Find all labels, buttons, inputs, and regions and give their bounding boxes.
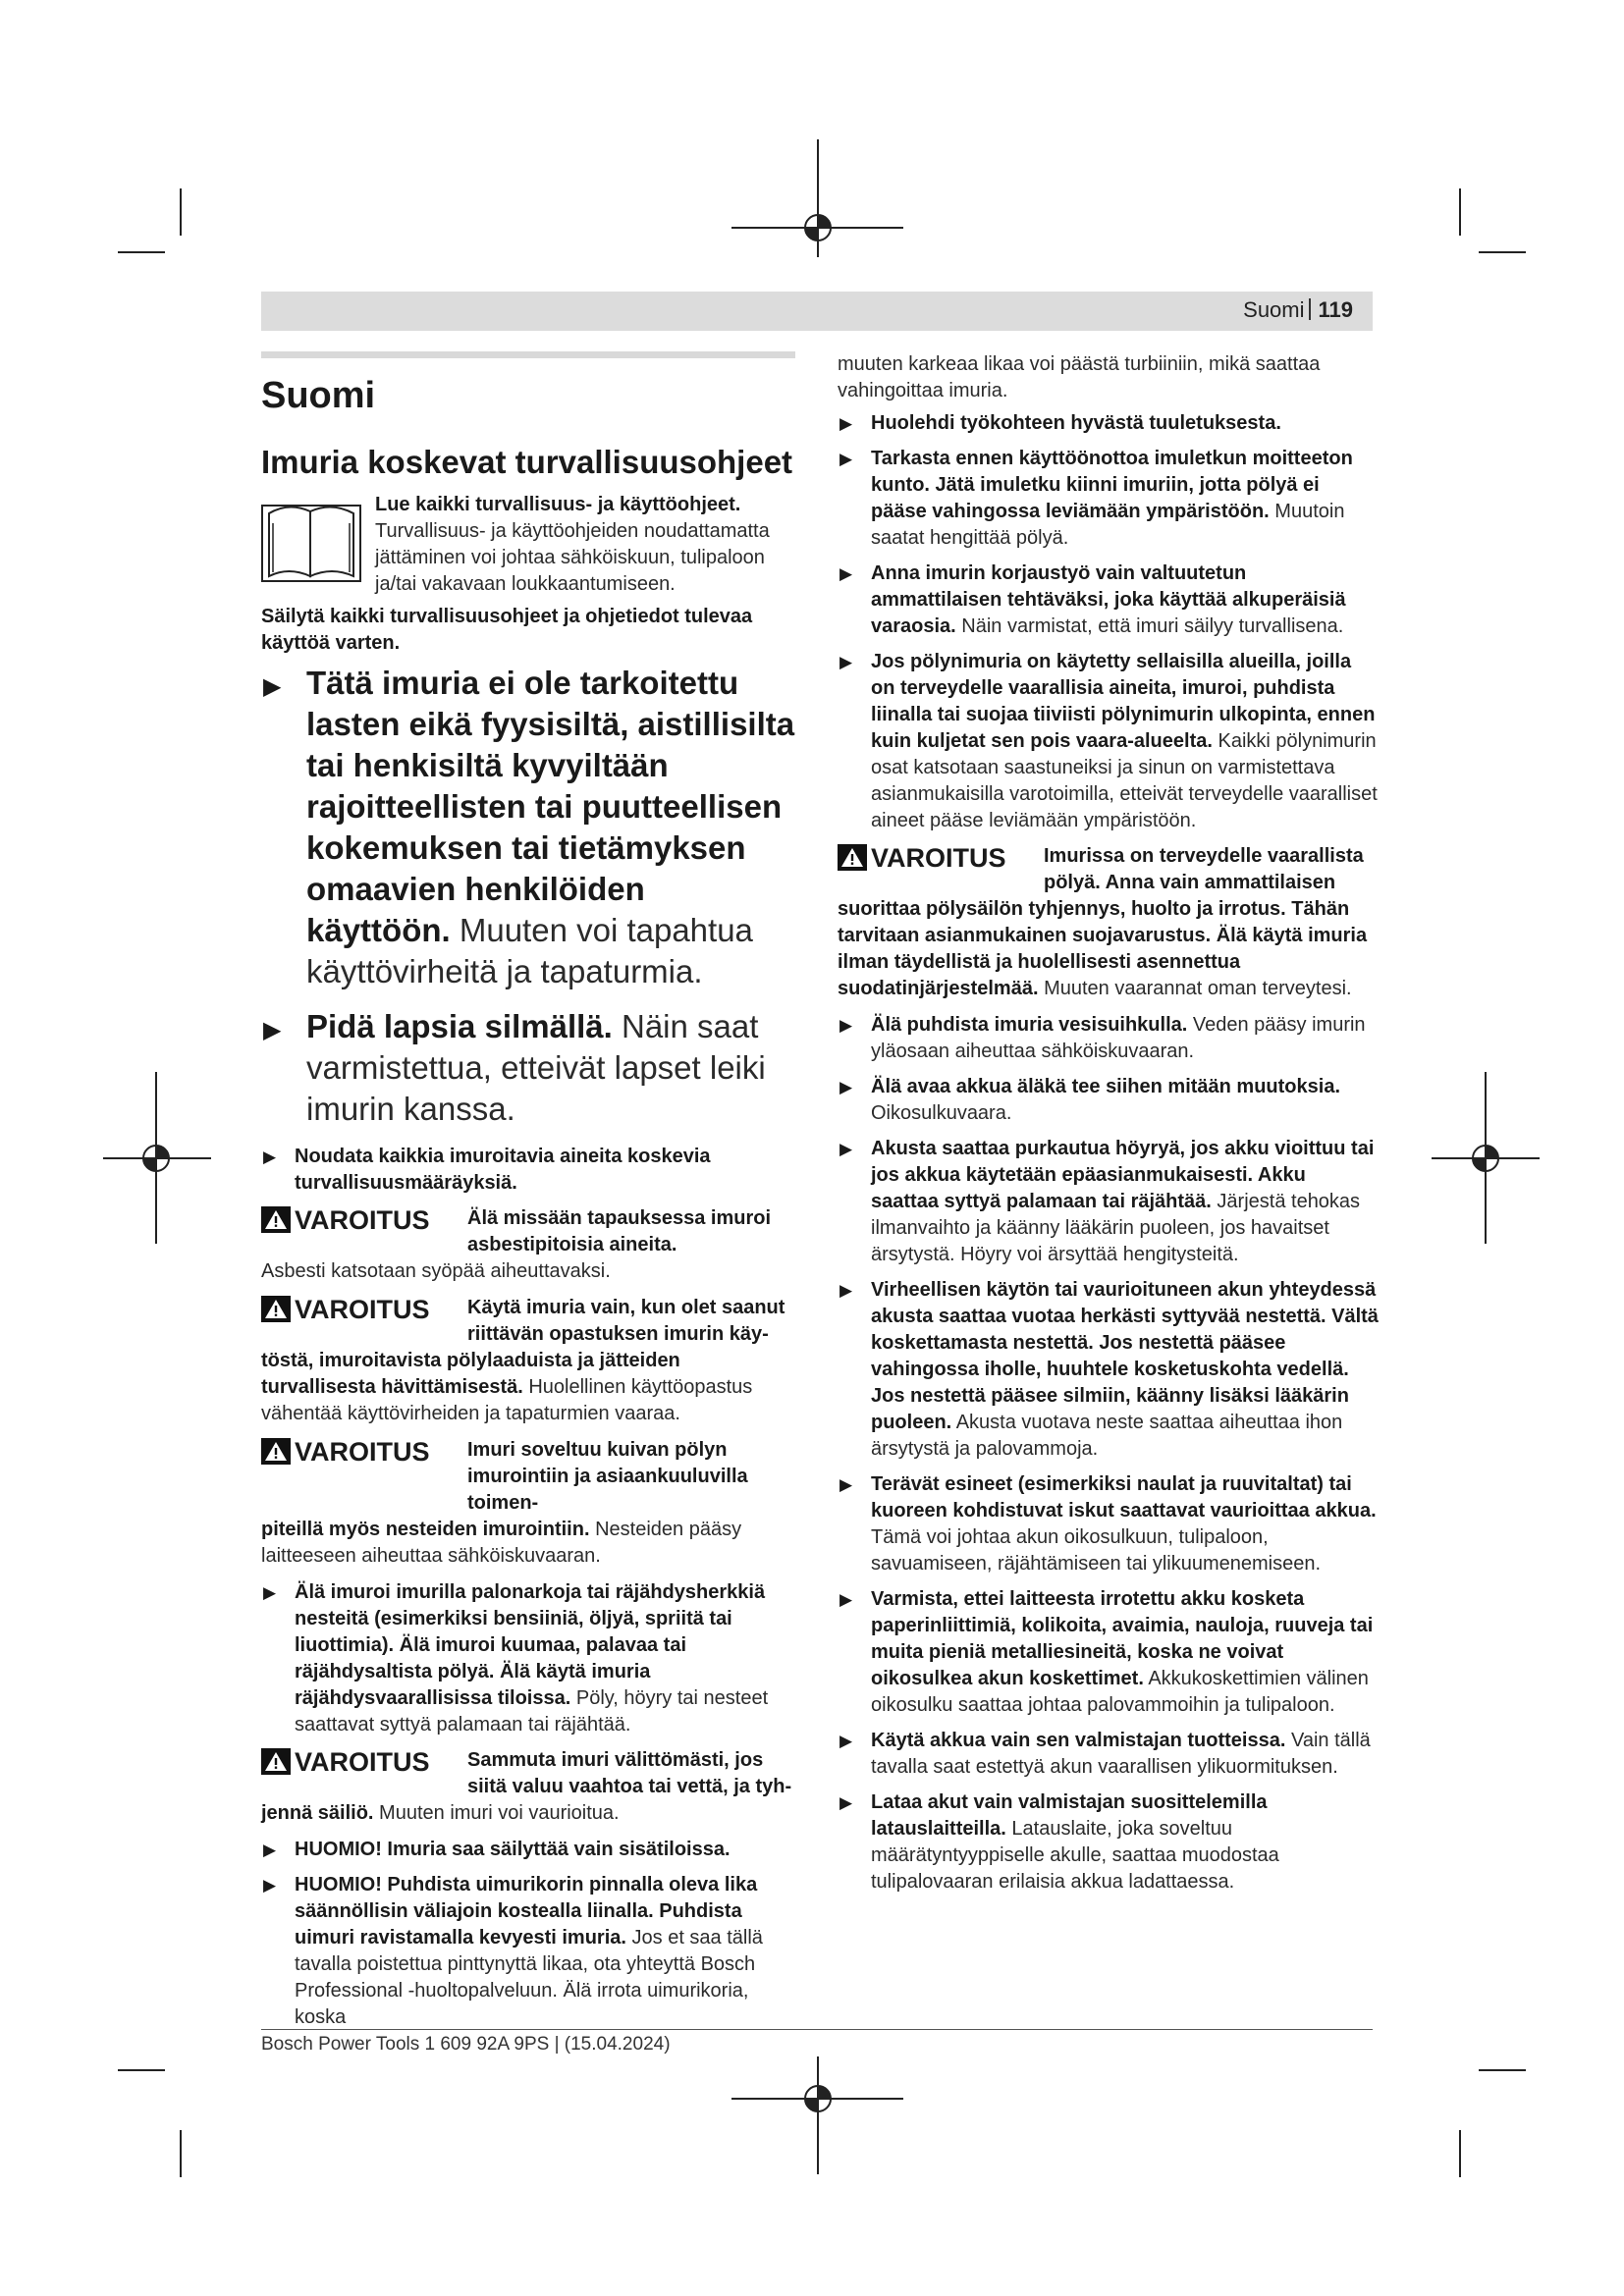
registration-mark-bottom <box>801 2082 835 2115</box>
header-section: Suomi <box>1243 297 1305 322</box>
bullet-arrow-icon: ▶ <box>263 1017 282 1043</box>
section-title: Imuria koskevat turvallisuusohjeet <box>261 444 793 480</box>
right-column <box>838 351 1379 1904</box>
bullet-arrow-icon: ▶ <box>839 450 853 468</box>
keep-note: Säilytä kaikki turvallisuusohjeet ja ohjetiedot tulevaa käyttöä varten. <box>261 606 753 654</box>
list-item: ▶ Akusta saattaa purkautua höyryä, jos akku vioittuu tai jos akkua käytetään epäasianmukaisesti. Akku saattaa syttyä palamaan tai räjähtää. Järjestä tehokas ilmanvaihto ja käänny lääkärin puoleen, jos havaitset ärsytystä. Höyry voi ärsyttää hengitysteitä. <box>839 1138 1375 1265</box>
bullet-arrow-icon: ▶ <box>263 673 282 700</box>
intro-block <box>261 492 795 598</box>
page-header <box>261 292 1373 331</box>
list-item: ▶ Tätä imuria ei ole tarkoitettu lasten eikä fyysisiltä, aistillisilta tai henkisiltä kyvyiltään rajoitteellisten tai puutteellisen kokemuksen tai tietämyksen omaavien henkilöiden käyttöön. Muuten voi tapahtua käyttövirheitä ja tapaturmia. <box>263 665 795 989</box>
intro-text: Turvallisuus- ja käyttöohjeiden noudattamatta jättäminen voi johtaa sähköiskuun, tulipaloon ja/tai vakavaan loukkaantumiseen. <box>375 520 770 595</box>
list-item: ▶ Älä imuroi imurilla palonarkoja tai räjähdysherkkiä nesteitä (esimerkiksi bensiiniä, öljyä, spriitä tai liuottimia). Älä imuroi kuumaa, palavaa tai räjähdysaltista pölyä. Älä käytä imuria räjähdysvaarallisissa tiloissa. Pöly, höyry tai nesteet saattavat syttyä palamaan tai räjähtää. <box>263 1581 769 1735</box>
warning-block: VAROITUS Käytä imuria vain, kun olet saanut riittävän opastuksen imurin käy- töstä, imuroitavista pölylaaduista ja jätteiden turvallisesta hävittämisestä. Huolellinen käyttöopastus vähentää käyttövirheiden ja tapaturmien vaaraa. <box>261 1295 785 1424</box>
list-item: ▶ Anna imurin korjaustyö vain valtuutetun ammattilaisen tehtäväksi, joka käyttää alkuperäisiä varaosia. Näin varmistat, että imuri säilyy turvallisena. <box>839 562 1346 637</box>
list-item: ▶ Käytä akkua vain sen valmistajan tuotteissa. Vain tällä tavalla saat estettyä akun vaarallisen ylikuormituksen. <box>839 1730 1371 1778</box>
list-item: ▶ Älä avaa akkua äläkä tee siihen mitään muutoksia. Oikosulkuvaara. <box>839 1076 1341 1124</box>
list-item: ▶ Pidä lapsia silmällä. Näin saat varmistettua, etteivät lapset leiki imurin kanssa. <box>263 1008 766 1127</box>
page-footer: Bosch Power Tools 1 609 92A 9PS | (15.04.2024) <box>261 2034 671 2055</box>
warning-label: VAROITUS <box>261 1437 467 1517</box>
bullet-arrow-icon: ▶ <box>263 1841 277 1859</box>
warning-triangle-icon <box>261 1438 291 1465</box>
bullet-arrow-icon: ▶ <box>839 653 853 671</box>
list-item: ▶ Tarkasta ennen käyttöönottoa imuletkun moitteeton kunto. Jätä imuletku kiinni imuriin, jotta pölyä ei pääse vahingossa leviämään ympäristöön. Muutoin saatat hengittää pölyä. <box>839 448 1353 549</box>
warning-triangle-icon <box>261 1748 291 1775</box>
bullet-arrow-icon: ▶ <box>839 1475 853 1494</box>
bullet-arrow-icon: ▶ <box>839 1732 853 1750</box>
registration-mark-left <box>139 1142 173 1175</box>
page-number: 119 <box>1318 297 1353 322</box>
list-item: ▶ HUOMIO! Imuria saa säilyttää vain sisätiloissa. <box>261 1837 795 1863</box>
manual-book-icon <box>261 494 361 582</box>
list-item: ▶ Huolehdi työkohteen hyvästä tuuletuksesta. <box>838 410 1379 437</box>
registration-mark-right <box>1469 1142 1502 1175</box>
warning-block: VAROITUS Älä missään tapauksessa imuroi asbestipitoisia aineita. Asbesti katsotaan syöpää aiheuttavaksi. <box>261 1205 772 1282</box>
bullet-arrow-icon: ▶ <box>839 1793 853 1812</box>
bullet-arrow-icon: ▶ <box>839 1078 853 1096</box>
warning-triangle-icon <box>261 1206 291 1233</box>
bullet-arrow-icon: ▶ <box>263 1583 277 1602</box>
bullet-arrow-icon: ▶ <box>839 564 853 583</box>
list-item: ▶ Noudata kaikkia imuroitavia aineita koskevia turvallisuusmääräyksiä. <box>263 1146 711 1194</box>
list-item: ▶ HUOMIO! Puhdista uimurikorin pinnalla oleva lika säännöllisin väliajoin kostealla liinalla. Puhdista uimuri ravistamalla kevyesti imuria. Jos et saa tällä tavalla poistettua pinttynyttä likaa, ota yhteyttä Bosch Professional -huoltopalveluun. Älä irrota uimurikoria, koska <box>263 1874 763 2028</box>
bullet-arrow-icon: ▶ <box>839 1590 853 1609</box>
intro-bold: Lue kaikki turvallisuus- ja käyttöohjeet. <box>375 494 741 515</box>
list-item: ▶ Varmista, ettei laitteesta irrotettu akku kosketa paperinliittimiä, kolikoita, avaimia, nauloja, ruuveja tai muita pieniä metalliesineitä, koska ne voivat oikosulkea akun koskettimet. Akkukoskettimien välinen oikosulku saattaa johtaa palovammoihin ja tulipaloon. <box>839 1588 1374 1716</box>
warning-label: VAROITUS <box>261 1205 467 1258</box>
warning-label: VAROITUS <box>261 1295 467 1348</box>
list-item: ▶ Virheellisen käytön tai vaurioituneen akun yhteydessä akusta saattaa vuotaa herkästi syttyvää nestettä. Vältä koskettamasta nestettä. Jos nestettä pääsee vahingossa iholle, huuhtele kosketuskohta vedellä. Jos nestettä pääsee silmiin, käänny lisäksi lääkärin puoleen. Akusta vuotava neste saattaa aiheuttaa ihon ärsytystä ja palovammoja. <box>839 1279 1379 1460</box>
left-column <box>261 351 795 2040</box>
list-item: ▶ Älä puhdista imuria vesisuihkulla. Veden pääsy imurin yläosaan aiheuttaa sähköiskuvaaran. <box>839 1014 1366 1062</box>
bullet-arrow-icon: ▶ <box>263 1876 277 1895</box>
warning-block: VAROITUS Imurissa on terveydelle vaarallista pölyä. Anna vain ammattilaisen suorittaa pölysäilön tyhjennys, huolto ja irrotus. Tähän tarvitaan asianmukainen suojavarustus. Älä käytä imuria ilman täydellistä ja huolellisesti asennettua suodatinjärjestelmää. Muuten vaarannat oman terveytesi. <box>838 843 1368 999</box>
bullet-arrow-icon: ▶ <box>839 1016 853 1035</box>
footer-rule <box>261 2029 1373 2030</box>
page-title: Suomi <box>261 375 376 416</box>
warning-label: VAROITUS <box>838 843 1044 896</box>
bullet-arrow-icon: ▶ <box>263 1148 277 1166</box>
continued-text: muuten karkeaa likaa voi päästä turbiiniin, mikä saattaa vahingoittaa imuria. <box>838 353 1321 401</box>
bullet-arrow-icon: ▶ <box>839 414 853 433</box>
header-divider <box>1309 298 1311 320</box>
title-rule <box>261 351 795 358</box>
registration-mark-top <box>801 211 835 244</box>
list-item: ▶ Lataa akut vain valmistajan suosittelemilla latauslaitteilla. Latauslaite, joka soveltuu määrätyntyyppiselle akulle, saattaa muodostaa tulipalovaaran erilaisia akkua ladattaessa. <box>839 1791 1279 1893</box>
bullet-arrow-icon: ▶ <box>839 1281 853 1300</box>
warning-triangle-icon <box>261 1296 291 1322</box>
warning-triangle-icon <box>838 844 867 871</box>
warning-block: VAROITUS Sammuta imuri välittömästi, jos siitä valuu vaahtoa tai vettä, ja tyh- jennä säiliö. Muuten imuri voi vaurioitua. <box>261 1747 792 1824</box>
list-item: ▶ Terävät esineet (esimerkiksi naulat ja ruuvitaltat) tai kuoreen kohdistuvat iskut saattavat vaurioittaa akkua. Tämä voi johtaa akun oikosulkuun, tulipaloon, savuamiseen, räjähtämiseen tai ylikuumenemiseen. <box>839 1473 1377 1575</box>
list-item: ▶ Jos pölynimuria on käytetty sellaisilla alueilla, joilla on terveydelle vaarallisia aineita, imuroi, puhdista liinalla tai suojaa tiiviisti pölynimurin ulkopinta, ennen kuin kuljetat sen pois vaara-alueelta. Kaikki pölynimurin osat katsotaan saastuneiksi ja sinun on varmistettava asianmukaisilla varotoimilla, etteivät terveydelle vaaralliset aineet pääse leviämään ympäristöön. <box>839 651 1378 831</box>
warning-label: VAROITUS <box>261 1747 467 1800</box>
bullet-arrow-icon: ▶ <box>839 1140 853 1158</box>
warning-block: VAROITUS Imuri soveltuu kuivan pölyn imurointiin ja asiaankuuluvilla toimen- piteillä myös nesteiden imurointiin. Nesteiden pääsy laitteeseen aiheuttaa sähköiskuvaaran. <box>261 1437 748 1567</box>
